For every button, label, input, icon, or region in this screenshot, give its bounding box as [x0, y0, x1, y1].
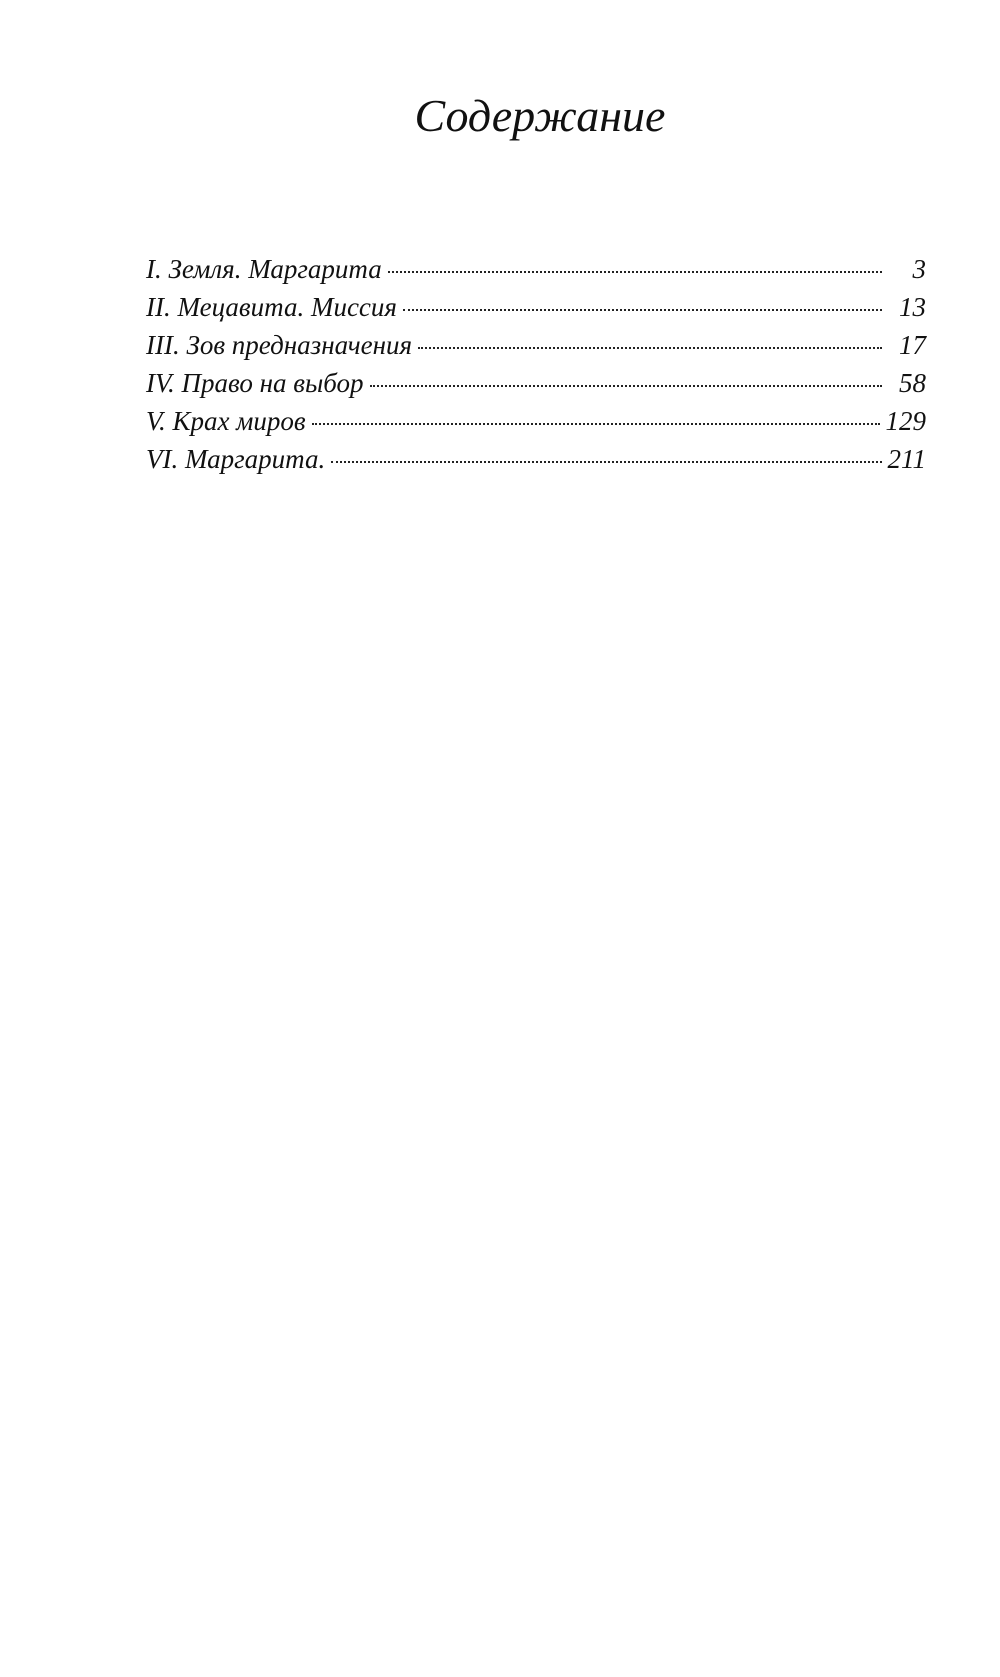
dot-leader	[312, 423, 880, 425]
toc-entry-label: I. Земля. Маргарита	[146, 254, 382, 284]
dot-leader	[331, 461, 881, 463]
toc-entry	[146, 288, 926, 326]
toc-entry-page: 129	[885, 406, 926, 436]
toc-entry	[146, 440, 926, 478]
toc-entry	[146, 326, 926, 364]
dot-leader	[403, 309, 882, 311]
toc-entry-label: III. Зов предназначения	[146, 330, 413, 360]
toc-entry-page: 3	[912, 254, 926, 284]
toc-entry-label: V. Крах миров	[146, 406, 306, 436]
toc-entry-page: 13	[899, 292, 926, 322]
toc-entry-label: VI. Маргарита.	[146, 444, 326, 474]
toc-entry-page: 17	[899, 330, 926, 360]
dot-leader	[370, 385, 883, 387]
toc-entry-page: 58	[899, 368, 926, 398]
table-of-contents	[146, 250, 926, 478]
toc-entry	[146, 402, 926, 440]
page-title: Содержание	[414, 90, 666, 141]
toc-entry	[146, 250, 926, 288]
toc-entry-page: 211	[887, 444, 926, 474]
dot-leader	[418, 347, 882, 349]
toc-entry-label: II. Мецавита. Миссия	[146, 292, 397, 322]
dot-leader	[388, 271, 882, 273]
toc-entry-label: IV. Право на выбор	[146, 368, 364, 398]
toc-entry	[146, 364, 926, 402]
